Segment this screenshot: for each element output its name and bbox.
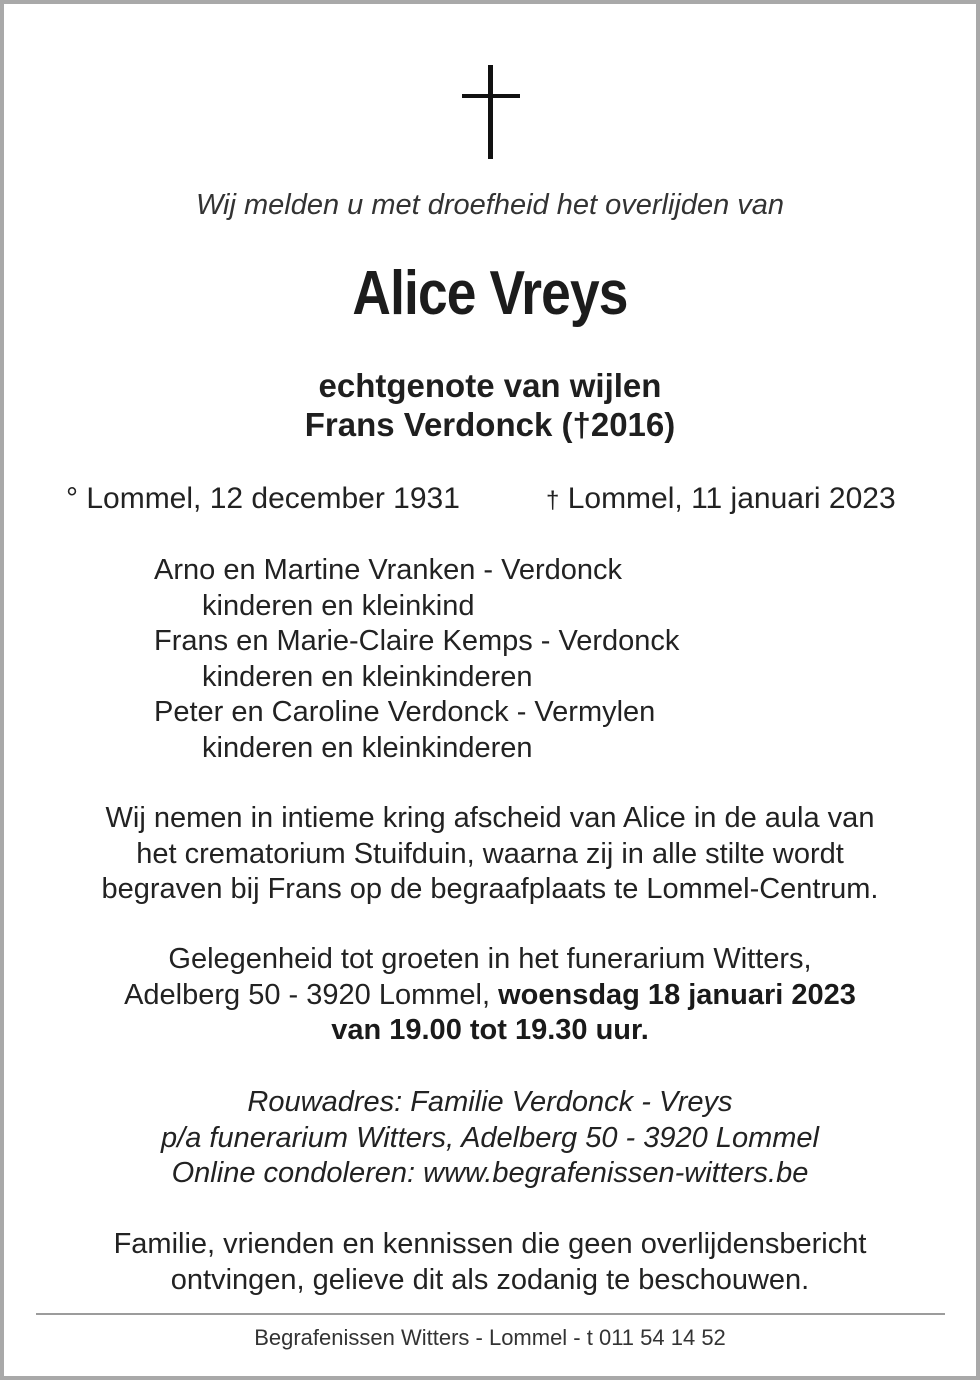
farewell-paragraph — [0, 801, 980, 908]
closing-paragraph — [0, 1227, 980, 1298]
visitation-paragraph — [0, 942, 980, 1049]
closing-line: ontvingen, gelieve dit als zodanig te beschouwen. — [170, 1263, 810, 1296]
farewell-line: Wij nemen in intieme kring afscheid van Alice in de aula van — [105, 802, 875, 834]
footer-divider — [36, 1313, 945, 1315]
visitation-time — [0, 1013, 980, 1049]
spouse-block — [0, 366, 980, 444]
condolence-line: Online condoleren: www.begrafenissen-witters.be — [171, 1157, 809, 1189]
intro-text: Wij melden u met droefheid het overlijden van — [195, 189, 785, 221]
family-names: Frans en Marie-Claire Kemps - Verdonck — [154, 625, 680, 657]
birth-date: ° Lommel, 12 december 1931 — [66, 482, 460, 515]
address-paragraph — [0, 1085, 980, 1192]
family-names: Peter en Caroline Verdonck - Vermylen — [154, 696, 656, 728]
farewell-line: begraven bij Frans op de begraafplaats te Lommel-Centrum. — [101, 873, 879, 905]
dates-row — [0, 482, 980, 522]
address-line: Rouwadres: Familie Verdonck - Vreys — [247, 1086, 733, 1118]
family-names: Arno en Martine Vranken - Verdonck — [154, 554, 623, 586]
death-date — [546, 482, 896, 516]
family-list — [154, 553, 679, 766]
death-date-text: Lommel, 11 januari 2023 — [559, 482, 896, 515]
visitation-address: Adelberg 50 - 3920 Lommel, — [124, 978, 499, 1011]
farewell-line: het crematorium Stuifduin, waarna zij in alle stilte wordt — [136, 837, 844, 870]
death-cross-icon: † — [546, 487, 560, 514]
visitation-line — [0, 978, 980, 1014]
cross-icon — [462, 65, 520, 159]
address-line: p/a funerarium Witters, Adelberg 50 - 3920 Lommel — [161, 1121, 819, 1154]
family-relation: kinderen en kleinkinderen — [202, 731, 533, 764]
footer-text: Begrafenissen Witters - Lommel - t 011 54 14 52 — [254, 1325, 726, 1350]
family-relation: kinderen en kleinkinderen — [202, 660, 533, 693]
visitation-time-text: van 19.00 tot 19.30 uur. — [331, 1014, 649, 1046]
spouse-line-2: Frans Verdonck (†2016) — [304, 406, 676, 443]
visitation-date: woensdag 18 januari 2023 — [498, 978, 856, 1011]
visitation-line: Gelegenheid tot groeten in het funerarium Witters, — [168, 943, 812, 975]
closing-line: Familie, vrienden en kennissen die geen overlijdensbericht — [113, 1228, 867, 1260]
spouse-line-1: echtgenote van wijlen — [318, 367, 662, 404]
deceased-name: Alice Vreys — [352, 259, 628, 328]
family-relation: kinderen en kleinkind — [202, 589, 475, 622]
